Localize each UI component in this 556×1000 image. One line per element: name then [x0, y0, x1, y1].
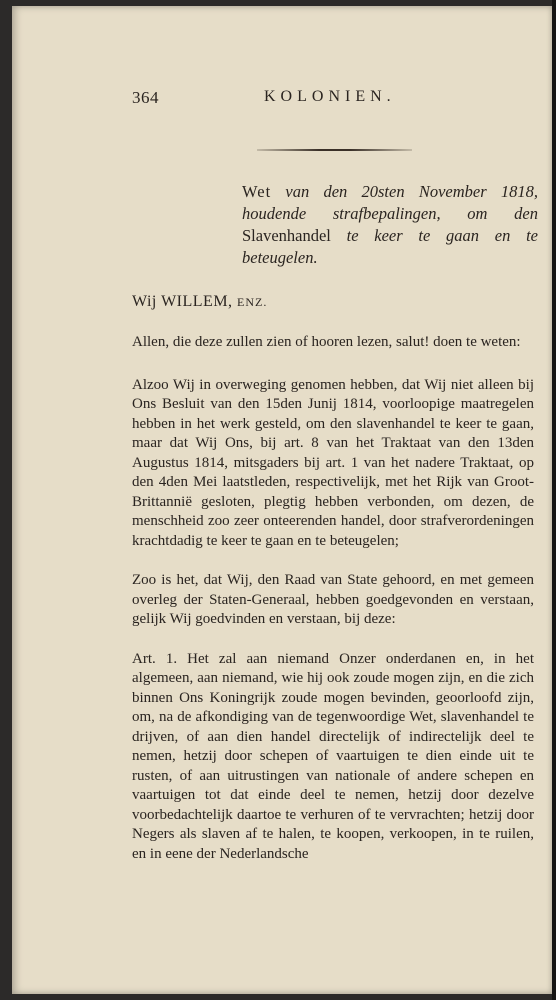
decree-title-lead: Wet [242, 182, 272, 201]
paragraph-considerations: Alzoo Wij in overweging genomen hebben, dat Wij niet alleen bij Ons Besluit van den 15den Junij 1814, voorloopige maatregelen hebben in het werk gesteld, om den slavenhandel te keer te gaan, maar dat Wij Ons, bij art. 8 van het Traktaat van den 13den Augustus 1814, mitsgaders bij art. 1 van het nadere Traktaat, op den 4den Mei laatstleden, respectivelijk, met het Rijk van Groot-Brittannië gesloten, plegtig hebben verbonden, om dezen, de menschheid zoo zeer onteerenden handel, door strafverordeningen krachtdadig te keer te gaan en te beteugelen; [132, 376, 534, 549]
salutation [132, 293, 534, 311]
decree-title-upright: Slavenhandel [242, 226, 331, 245]
page-header [132, 88, 534, 114]
decree-title-rest: van den 20sten November 1818, houdende strafbepalingen, om den [242, 182, 538, 223]
decree-title-end: te keer te gaan en te beteugelen. [242, 226, 538, 267]
page-content [132, 88, 538, 864]
decree-title [242, 181, 538, 269]
salutation-tail: ENZ. [237, 295, 268, 309]
book-page [12, 6, 552, 994]
scan-edge [552, 0, 556, 1000]
salutation-main: Wij WILLEM, [132, 293, 233, 310]
paragraph-article-1: Art. 1. Het zal aan niemand Onzer onderdanen en, in het algemeen, aan niemand, wie hij ook zoude mogen zijn, en die zich binnen Ons Koningrijk zoude mogen bevinden, geoorloofd zijn, om, na de afkondiging van de tegenwoordige Wet, slavenhandel te drijven, of aan dien handel directelijk of indirectelijk deel te nemen, hetzij door schepen of vaartuigen te dien einde uit te rusten, of aan uitrustingen van nationale of andere schepen en vaartuigen tot dat einde deel te nemen, hetzij door dezelve voorbedachtelijk daartoe te verhuren of te vervrachten; hetzij door Negers als slaven af te halen, te koopen, verkoopen, in te ruilen, en in eene der Nederlandsche [132, 650, 534, 862]
paragraph-enactment: Zoo is het, dat Wij, den Raad van State gehoord, en met gemeen overleg der Staten-Generaal, hebben goedgevonden en verstaan, gelijk Wij goedvinden en verstaan, bij deze: [132, 572, 534, 627]
page-number: 364 [132, 88, 159, 107]
ornamental-rule [257, 149, 412, 151]
paragraph-intro: Allen, die deze zullen zien of hooren lezen, salut! doen te weten: [132, 334, 521, 350]
running-title: KOLONIEN. [264, 88, 396, 105]
